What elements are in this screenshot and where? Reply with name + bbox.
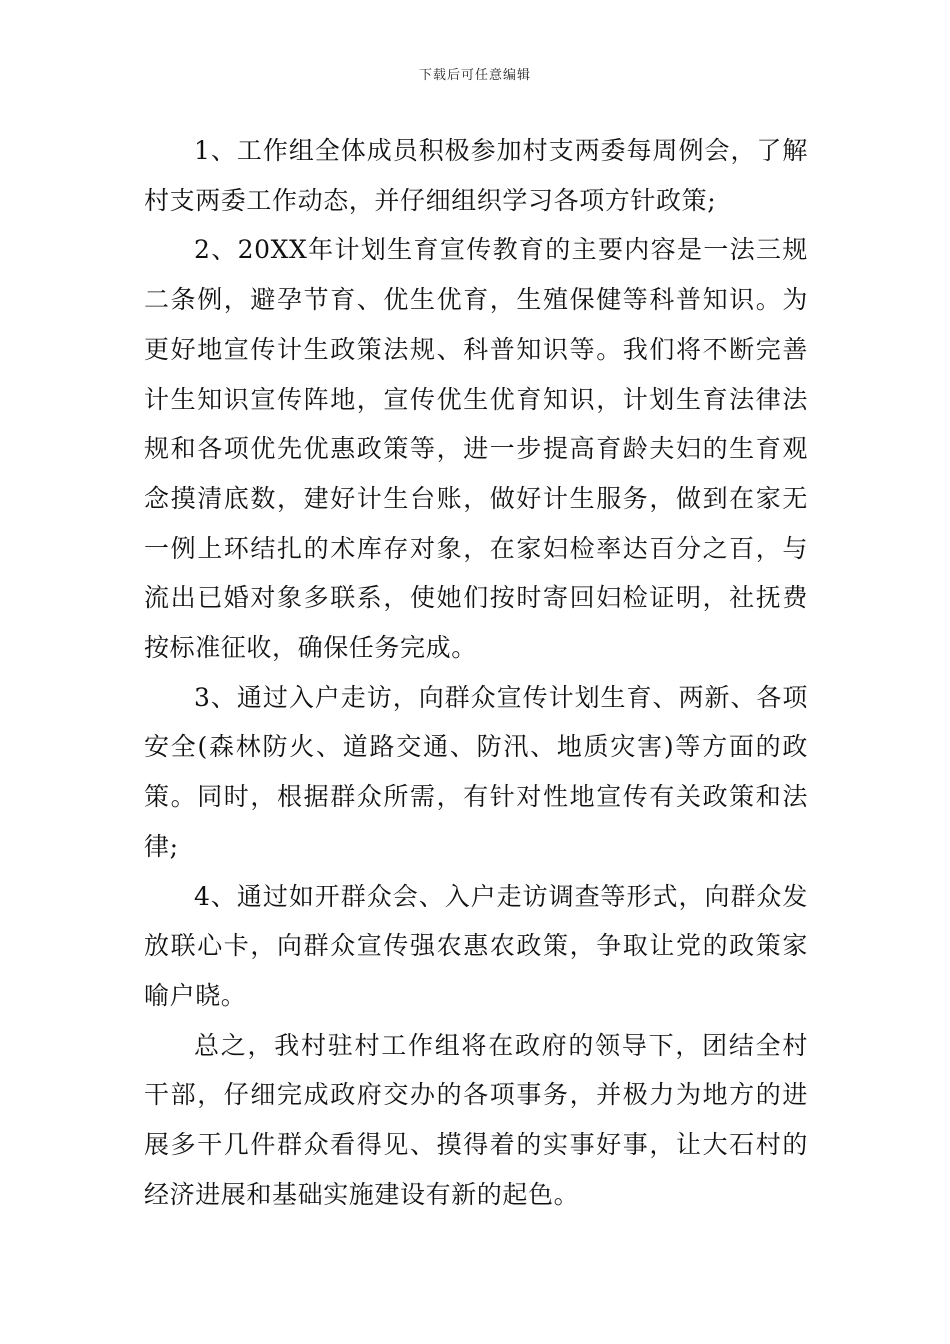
paragraph-conclusion: 总之，我村驻村工作组将在政府的领导下，团结全村干部，仔细完成政府交办的各项事务，并极力为地方的进展多干几件群众看得见、摸得着的实事好事，让大石村的经济进展和基础实施建设有新的起色。 [144, 1030, 808, 1209]
paragraph-item-2: 2、20XX年计划生育宣传教育的主要内容是一法三规二条例，避孕节育、优生优育，生殖保健等科普知识。为更好地宣传计生政策法规、科普知识等。我们将不断完善计生知识宣传阵地，宣传优生优育知识，计划生育法律法规和各项优先优惠政策等，进一步提高育龄夫妇的生育观念摸清底数，建好计生台账，做好计生服务，做到在家无一例上环结扎的术库存对象，在家妇检率达百分之百，与流出已婚对象多联系，使她们按时寄回妇检证明，社抚费按标准征收，确保任务完成。 [144, 235, 808, 663]
paragraph-item-3: 3、通过入户走访，向群众宣传计划生育、两新、各项安全(森林防火、道路交通、防汛、地质灾害)等方面的政策。同时，根据群众所需，有针对性地宣传有关政策和法律; [144, 682, 808, 861]
header-note: 下载后可任意编辑 [418, 68, 531, 83]
paragraph-item-1: 1、工作组全体成员积极参加村支两委每周例会，了解村支两委工作动态，并仔细组织学习各项方针政策; [144, 136, 808, 215]
paragraph-item-4: 4、通过如开群众会、入户走访调查等形式，向群众发放联心卡，向群众宣传强农惠农政策，争取让党的政策家喻户晓。 [144, 881, 808, 1010]
document-body [144, 126, 808, 1219]
